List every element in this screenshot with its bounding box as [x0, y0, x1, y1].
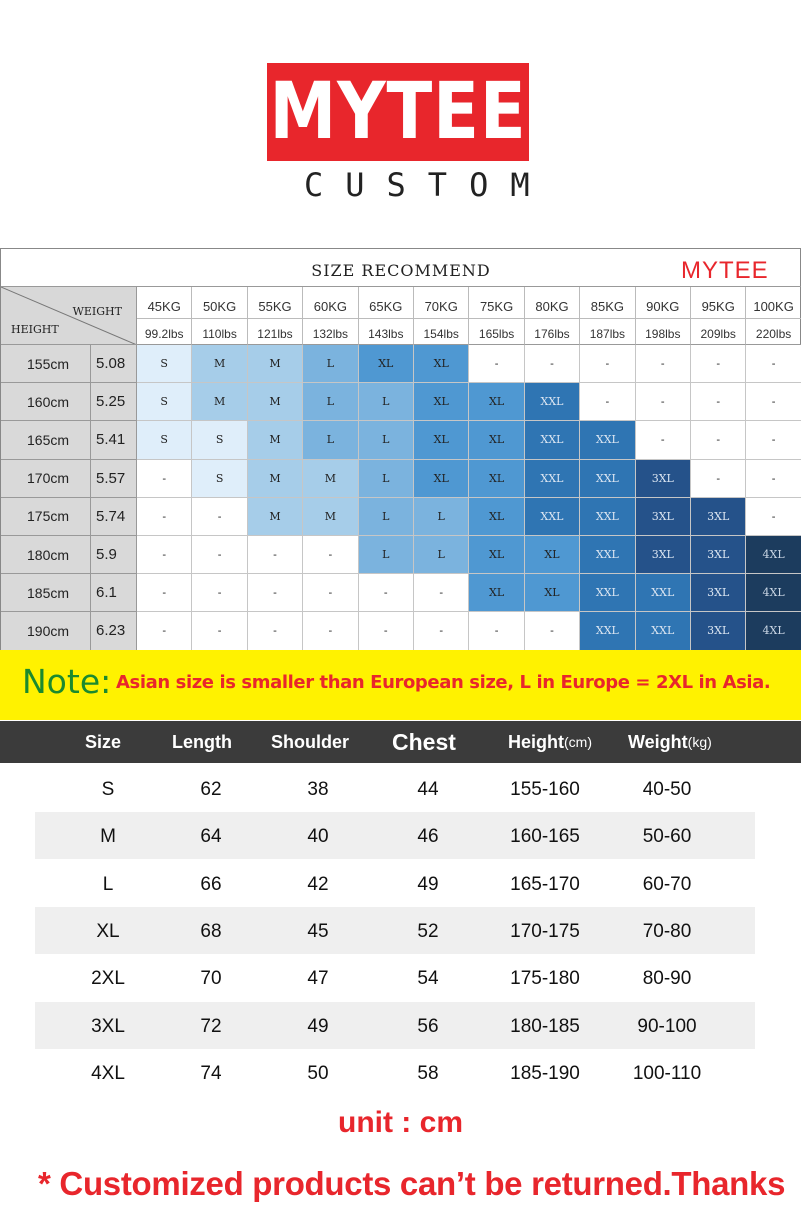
weight-header-6 — [469, 287, 524, 345]
size-cell: - — [303, 574, 358, 612]
weight-header-9 — [636, 287, 691, 345]
chart-cell: 180-185 — [510, 1015, 580, 1037]
size-cell: 3XL — [691, 536, 746, 574]
size-cell: - — [691, 345, 746, 383]
height-ft-4: 5.74 — [91, 498, 137, 536]
chart-cell: 80-90 — [642, 968, 692, 990]
chart-cell: 4XL — [91, 1062, 125, 1084]
size-cell: - — [192, 536, 247, 574]
brand-logo — [267, 63, 529, 161]
size-cell: - — [746, 421, 801, 459]
size-cell: - — [192, 498, 247, 536]
size-cell: - — [414, 612, 469, 650]
chart-cell: 50 — [307, 1062, 329, 1084]
weight-kg: 85KG — [590, 299, 624, 314]
chart-header-chest — [392, 721, 456, 763]
size-cell: - — [192, 574, 247, 612]
size-cell: XXL — [525, 383, 580, 421]
chart-cell: 46 — [417, 826, 439, 848]
size-cell: S — [192, 460, 247, 498]
chart-cell: 49 — [417, 873, 439, 895]
height-ft-6: 6.1 — [91, 574, 137, 612]
weight-header-1 — [192, 287, 247, 345]
size-cell: M — [248, 498, 303, 536]
size-cell: XL — [414, 421, 469, 459]
chart-header-unit: (cm) — [564, 734, 592, 750]
note-label: Note: — [22, 662, 112, 701]
size-cell: XXL — [580, 574, 635, 612]
weight-header-4 — [359, 287, 414, 345]
weight-header-7 — [525, 287, 580, 345]
size-recommend-title-bar — [1, 249, 801, 287]
height-cm-6: 185cm — [1, 574, 91, 612]
weight-kg: 50KG — [202, 299, 237, 314]
weight-divider — [636, 318, 690, 319]
chart-header-label: Shoulder — [271, 731, 350, 752]
chart-cell: 68 — [200, 920, 222, 942]
weight-kg: 90KG — [646, 299, 680, 314]
returns-notice: * Customized products can’t be returned.Thanks — [38, 1165, 786, 1202]
weight-lbs: 176lbs — [534, 327, 570, 341]
height-cm-7: 190cm — [1, 612, 91, 650]
weight-kg: 75KG — [479, 299, 514, 314]
weight-header-10 — [691, 287, 746, 345]
height-ft-5: 5.9 — [91, 536, 137, 574]
weight-header-3 — [303, 287, 358, 345]
size-cell: - — [636, 345, 691, 383]
corner-weight-label: WEIGHT — [72, 305, 122, 318]
chart-header-size — [85, 721, 121, 763]
size-cell: L — [359, 536, 414, 574]
size-cell: M — [248, 460, 303, 498]
chart-header-label: Size — [85, 731, 122, 752]
chart-cell: 90-100 — [637, 1015, 697, 1037]
chart-cell: 3XL — [91, 1015, 125, 1037]
chart-cell: 38 — [307, 779, 329, 800]
size-cell: XL — [414, 383, 469, 421]
weight-lbs: 143lbs — [368, 327, 404, 341]
size-cell: - — [746, 383, 801, 421]
weight-divider — [580, 318, 634, 319]
size-cell: XXL — [580, 612, 635, 650]
weight-kg: 100KG — [753, 299, 794, 314]
chart-cell: 175-180 — [510, 968, 580, 990]
chart-header-weight — [628, 721, 712, 763]
size-cell: XXL — [636, 612, 691, 650]
weight-lbs: 99.2lbs — [144, 327, 184, 341]
chart-cell: 160-165 — [510, 826, 580, 848]
size-cell: XL — [469, 460, 524, 498]
chart-cell: 45 — [307, 920, 329, 942]
size-cell: - — [580, 383, 635, 421]
size-cell: S — [192, 421, 247, 459]
note-bar — [0, 650, 801, 720]
size-cell: M — [303, 498, 358, 536]
weight-lbs: 220lbs — [755, 327, 792, 341]
size-cell: XL — [525, 574, 580, 612]
size-cell: - — [414, 574, 469, 612]
size-cell: XXL — [525, 498, 580, 536]
unit-note: unit : cm — [338, 1106, 463, 1139]
chart-header-unit: (kg) — [687, 734, 712, 750]
weight-header-0 — [137, 287, 192, 345]
weight-divider — [525, 318, 579, 319]
chart-cell: 60-70 — [642, 873, 692, 895]
size-cell: L — [303, 345, 358, 383]
size-cell: - — [359, 612, 414, 650]
weight-header-11 — [746, 287, 801, 345]
chart-cell: XL — [96, 920, 120, 942]
weight-divider — [359, 318, 413, 319]
chart-cell: 56 — [417, 1015, 439, 1037]
note-text: Asian size is smaller than European size, L in Europe = 2XL in Asia. — [116, 672, 771, 693]
size-cell: L — [359, 460, 414, 498]
chart-cell: 54 — [417, 968, 439, 990]
weight-kg: 70KG — [424, 299, 458, 314]
chart-header-label: Height — [508, 731, 564, 752]
size-cell: - — [746, 345, 801, 383]
size-cell: S — [137, 383, 192, 421]
chart-cell: 58 — [417, 1062, 439, 1084]
chart-cell: 165-170 — [510, 873, 580, 895]
weight-divider — [248, 318, 302, 319]
size-recommend-title: SIZE RECOMMEND — [311, 261, 491, 280]
chart-cell: 185-190 — [510, 1062, 580, 1084]
size-cell: XXL — [525, 460, 580, 498]
weight-lbs: 110lbs — [202, 327, 237, 341]
size-cell: - — [248, 574, 303, 612]
size-cell: XL — [469, 574, 524, 612]
chart-cell: 40 — [307, 826, 329, 848]
size-cell: L — [359, 498, 414, 536]
chart-cell: 64 — [200, 826, 222, 848]
size-cell: XXL — [525, 421, 580, 459]
weight-lbs: 209lbs — [700, 327, 736, 341]
weight-divider — [691, 318, 745, 319]
size-cell: 3XL — [636, 536, 691, 574]
chart-cell: 72 — [200, 1015, 222, 1037]
size-cell: L — [359, 383, 414, 421]
corner-height-label: HEIGHT — [11, 323, 59, 336]
size-cell: 3XL — [691, 574, 746, 612]
size-cell: - — [192, 612, 247, 650]
weight-kg: 60KG — [313, 299, 347, 314]
size-cell: S — [137, 421, 192, 459]
weight-header-2 — [248, 287, 303, 345]
brand-subtitle: CUSTOM — [304, 166, 552, 204]
height-cm-0: 155cm — [1, 345, 91, 383]
weight-divider — [137, 318, 191, 319]
size-cell: - — [137, 460, 192, 498]
weight-divider — [469, 318, 523, 319]
size-cell: 3XL — [636, 498, 691, 536]
height-cm-1: 160cm — [1, 383, 91, 421]
size-cell: S — [137, 345, 192, 383]
weight-divider — [414, 318, 468, 319]
size-cell: XXL — [580, 536, 635, 574]
size-cell: - — [525, 345, 580, 383]
chart-cell: S — [101, 779, 115, 800]
size-cell: XL — [414, 345, 469, 383]
weight-divider — [192, 318, 246, 319]
size-cell: - — [636, 421, 691, 459]
chart-header-label: Chest — [392, 728, 456, 755]
size-cell: XXL — [636, 574, 691, 612]
size-cell: - — [691, 421, 746, 459]
size-cell: M — [192, 345, 247, 383]
size-cell: M — [248, 421, 303, 459]
size-cell: XXL — [580, 421, 635, 459]
chart-header-label: Weight — [628, 731, 688, 752]
size-cell: - — [746, 498, 801, 536]
size-cell: L — [414, 498, 469, 536]
height-ft-7: 6.23 — [91, 612, 137, 650]
chart-cell: 70-80 — [642, 920, 692, 942]
size-cell: - — [746, 460, 801, 498]
chart-cell: 42 — [307, 873, 329, 895]
size-cell: XL — [469, 498, 524, 536]
size-cell: M — [248, 383, 303, 421]
size-recommend-table — [0, 248, 801, 650]
chart-cell: 49 — [307, 1015, 329, 1037]
size-cell: - — [580, 345, 635, 383]
size-cell: 3XL — [691, 612, 746, 650]
size-cell: XL — [469, 536, 524, 574]
size-cell: - — [137, 536, 192, 574]
weight-header-8 — [580, 287, 635, 345]
chart-cell: 2XL — [91, 968, 125, 990]
height-cm-2: 165cm — [1, 421, 91, 459]
size-cell: - — [469, 345, 524, 383]
size-cell: L — [414, 536, 469, 574]
size-cell: - — [303, 612, 358, 650]
size-cell: M — [303, 460, 358, 498]
weight-kg: 55KG — [258, 299, 292, 314]
size-cell: - — [691, 460, 746, 498]
chart-header-label: Length — [172, 731, 232, 752]
chart-cell: 155-160 — [510, 779, 580, 800]
size-cell: XL — [469, 383, 524, 421]
chart-header-shoulder — [271, 721, 349, 763]
size-cell: XXL — [580, 460, 635, 498]
weight-lbs: 132lbs — [312, 327, 349, 341]
size-cell: 4XL — [746, 536, 801, 574]
chart-header-length — [172, 721, 232, 763]
chart-cell: 100-110 — [632, 1062, 702, 1084]
height-cm-3: 170cm — [1, 460, 91, 498]
size-cell: L — [359, 421, 414, 459]
chart-cell: L — [102, 873, 114, 895]
chart-cell: M — [100, 826, 116, 848]
size-cell: L — [303, 383, 358, 421]
weight-kg: 95KG — [701, 299, 735, 314]
weight-lbs: 121lbs — [257, 327, 293, 341]
weight-lbs: 187lbs — [589, 327, 626, 341]
size-cell: - — [303, 536, 358, 574]
size-cell: XL — [525, 536, 580, 574]
weight-divider — [746, 318, 800, 319]
chart-cell: 70 — [200, 968, 222, 990]
size-cell: - — [137, 574, 192, 612]
weight-kg: 80KG — [535, 299, 569, 314]
size-cell: 4XL — [746, 574, 801, 612]
chart-header-height — [508, 721, 592, 763]
height-ft-0: 5.08 — [91, 345, 137, 383]
size-cell: - — [137, 498, 192, 536]
weight-lbs: 165lbs — [478, 327, 515, 341]
height-ft-3: 5.57 — [91, 460, 137, 498]
size-cell: - — [137, 612, 192, 650]
weight-lbs: 198lbs — [645, 327, 681, 341]
size-cell: - — [359, 574, 414, 612]
size-cell: - — [469, 612, 524, 650]
chart-cell: 52 — [417, 920, 439, 942]
size-cell: - — [248, 612, 303, 650]
weight-kg: 65KG — [369, 299, 403, 314]
chart-cell: 50-60 — [642, 826, 692, 848]
size-cell: 3XL — [691, 498, 746, 536]
chart-cell: 62 — [200, 779, 222, 800]
chart-cell: 47 — [307, 968, 329, 990]
size-cell: - — [691, 383, 746, 421]
size-cell: XXL — [580, 498, 635, 536]
size-cell: XL — [414, 460, 469, 498]
chart-cell: 66 — [200, 873, 222, 895]
size-cell: M — [192, 383, 247, 421]
height-ft-1: 5.25 — [91, 383, 137, 421]
height-ft-2: 5.41 — [91, 421, 137, 459]
size-cell: - — [636, 383, 691, 421]
chart-cell: 44 — [417, 779, 439, 800]
size-cell: - — [525, 612, 580, 650]
weight-lbs: 154lbs — [423, 327, 459, 341]
chart-cell: 40-50 — [642, 779, 692, 800]
size-cell: L — [303, 421, 358, 459]
size-cell: XL — [469, 421, 524, 459]
weight-header-5 — [414, 287, 469, 345]
chart-cell: 74 — [200, 1062, 222, 1084]
size-cell: 3XL — [636, 460, 691, 498]
size-cell: - — [248, 536, 303, 574]
height-cm-4: 175cm — [1, 498, 91, 536]
size-cell: XL — [359, 345, 414, 383]
size-chart-header — [0, 721, 801, 763]
size-cell: M — [248, 345, 303, 383]
table-corner-header — [1, 287, 137, 345]
size-cell: 4XL — [746, 612, 801, 650]
weight-divider — [303, 318, 357, 319]
chart-cell: 170-175 — [510, 920, 580, 942]
height-cm-5: 180cm — [1, 536, 91, 574]
weight-kg: 45KG — [147, 299, 181, 314]
brand-name: MYTEE — [269, 67, 527, 157]
size-recommend-brand: MYTEE — [681, 257, 769, 284]
